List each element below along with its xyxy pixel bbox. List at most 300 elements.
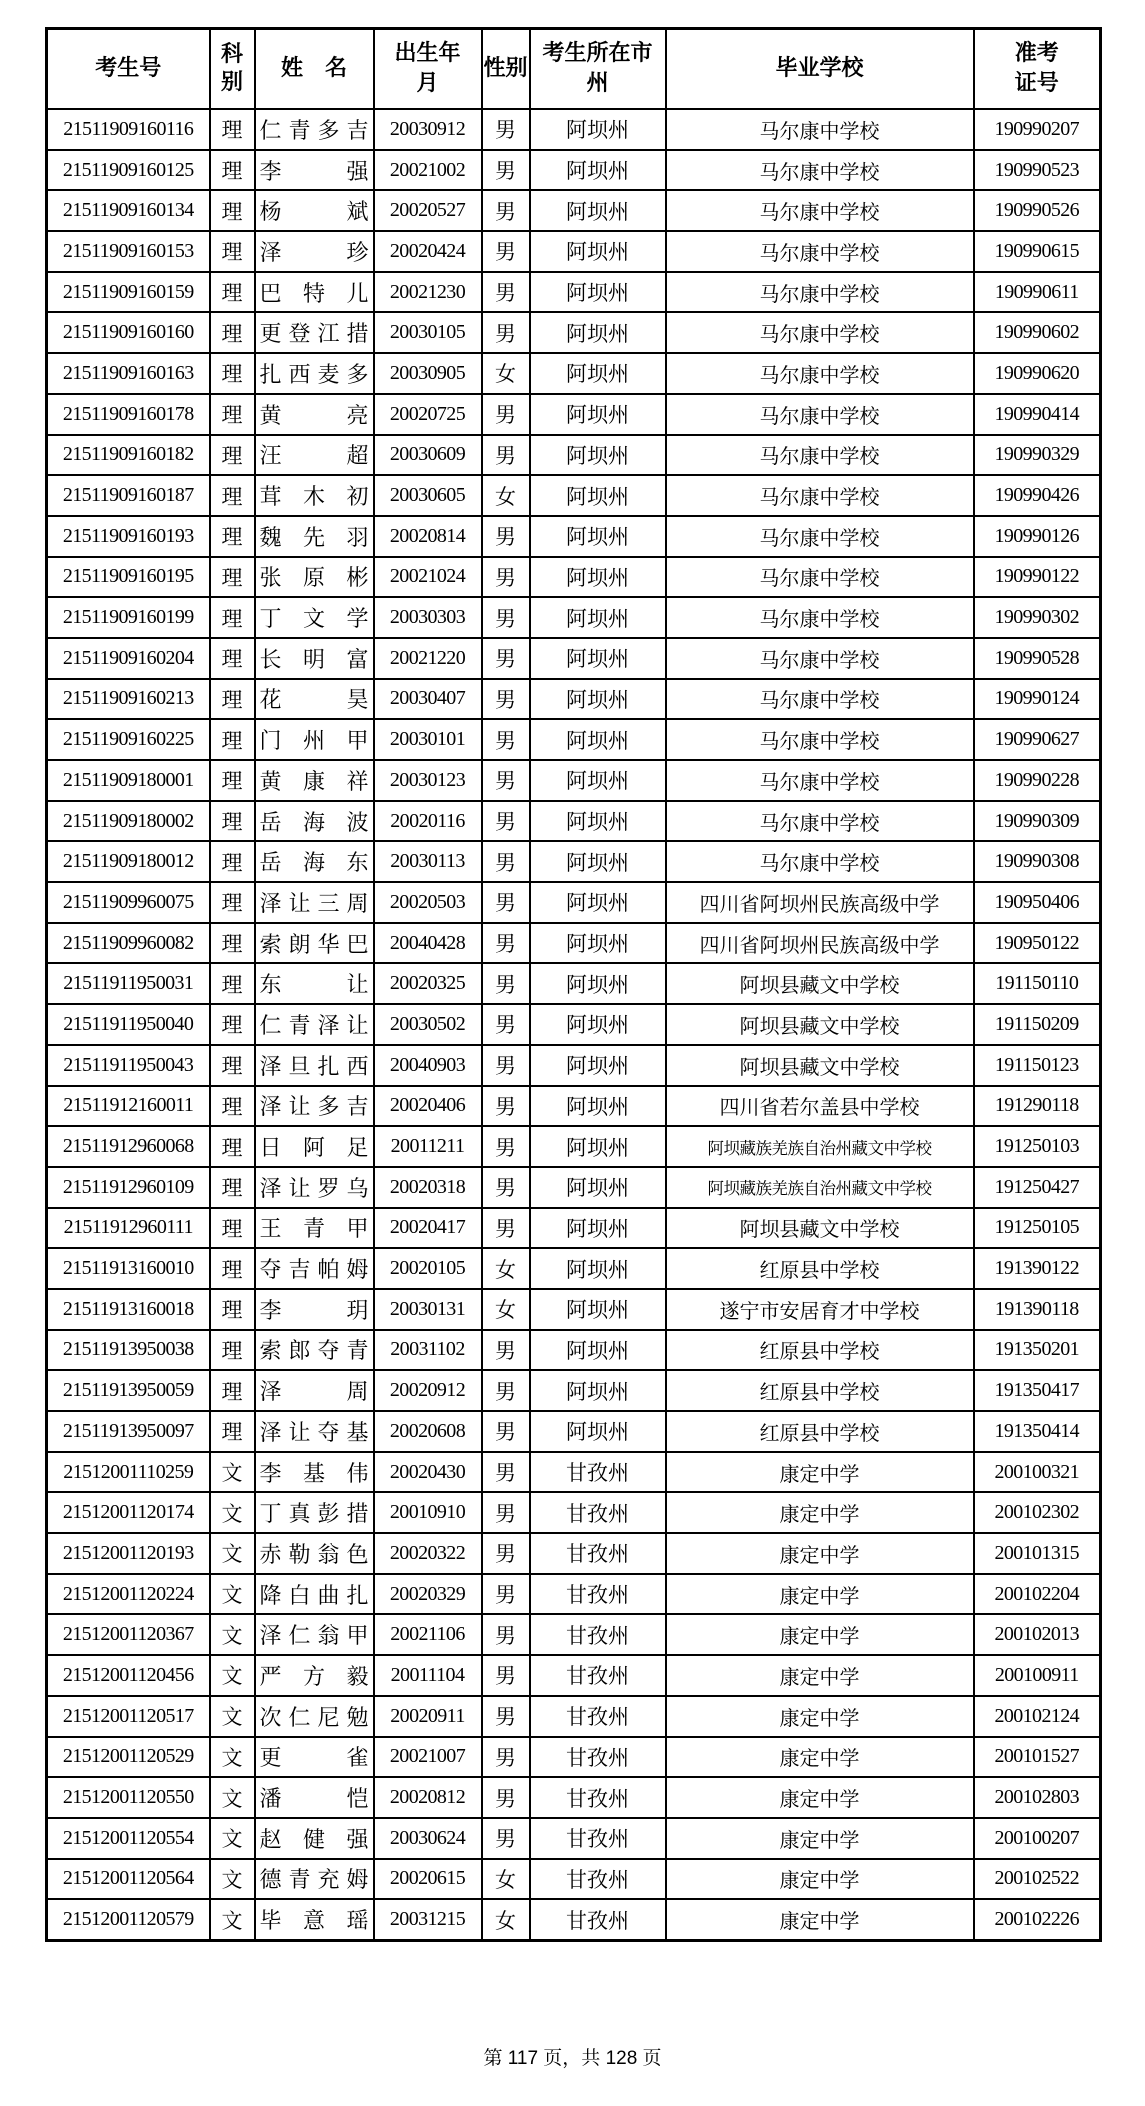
ticket-cell: 190990615 (974, 231, 1101, 272)
gender-cell: 男 (482, 1737, 530, 1778)
subject-cell: 文 (210, 1533, 255, 1574)
exam-no-cell: 21512001120554 (47, 1818, 210, 1859)
table-row (47, 394, 1101, 435)
exam-no-cell: 21512001120367 (47, 1614, 210, 1655)
exam-no-cell: 21512001120174 (47, 1492, 210, 1533)
city-cell: 甘孜州 (530, 1818, 666, 1859)
school-cell: 马尔康中学校 (666, 150, 974, 191)
name-cell: 泽珍 (255, 231, 374, 272)
gender-cell: 男 (482, 231, 530, 272)
header-ticket: 准考证号 (974, 29, 1101, 110)
table-row (47, 923, 1101, 964)
subject-cell: 理 (210, 557, 255, 598)
birth-cell: 20030624 (374, 1818, 482, 1859)
subject-cell: 理 (210, 801, 255, 842)
table-row (47, 1777, 1101, 1818)
city-cell: 阿坝州 (530, 1208, 666, 1249)
table-row (47, 1045, 1101, 1086)
ticket-cell: 190990611 (974, 272, 1101, 313)
ticket-cell: 190990329 (974, 435, 1101, 476)
name-cell: 黄康祥 (255, 760, 374, 801)
birth-cell: 20020912 (374, 1370, 482, 1411)
birth-cell: 20021230 (374, 272, 482, 313)
school-cell: 马尔康中学校 (666, 190, 974, 231)
school-cell: 马尔康中学校 (666, 231, 974, 272)
subject-cell: 理 (210, 1004, 255, 1045)
school-cell: 红原县中学校 (666, 1330, 974, 1371)
birth-cell: 20030905 (374, 353, 482, 394)
name-cell: 张原彬 (255, 557, 374, 598)
ticket-cell: 200101315 (974, 1533, 1101, 1574)
subject-cell: 理 (210, 882, 255, 923)
ticket-cell: 191250105 (974, 1208, 1101, 1249)
school-cell: 阿坝藏族羌族自治州藏文中学校 (666, 1126, 974, 1167)
name-cell: 泽让罗乌 (255, 1167, 374, 1208)
birth-cell: 20020911 (374, 1696, 482, 1737)
city-cell: 阿坝州 (530, 353, 666, 394)
birth-cell: 20020322 (374, 1533, 482, 1574)
table-row (47, 1737, 1101, 1778)
name-cell: 杨斌 (255, 190, 374, 231)
exam-no-cell: 21511909160225 (47, 719, 210, 760)
city-cell: 甘孜州 (530, 1533, 666, 1574)
name-cell: 泽让夺基 (255, 1411, 374, 1452)
subject-cell: 理 (210, 1370, 255, 1411)
school-cell: 马尔康中学校 (666, 353, 974, 394)
subject-cell: 文 (210, 1899, 255, 1940)
name-cell: 东让 (255, 963, 374, 1004)
ticket-cell: 190990528 (974, 638, 1101, 679)
city-cell: 甘孜州 (530, 1655, 666, 1696)
ticket-cell: 190990302 (974, 597, 1101, 638)
name-cell: 严方毅 (255, 1655, 374, 1696)
birth-cell: 20020814 (374, 516, 482, 557)
name-cell: 降白曲扎 (255, 1574, 374, 1615)
birth-cell: 20020430 (374, 1452, 482, 1493)
exam-no-cell: 21511913950059 (47, 1370, 210, 1411)
exam-no-cell: 21511909180002 (47, 801, 210, 842)
school-cell: 马尔康中学校 (666, 679, 974, 720)
birth-cell: 20030105 (374, 312, 482, 353)
city-cell: 甘孜州 (530, 1452, 666, 1493)
name-cell: 泽让三周 (255, 882, 374, 923)
table-row (47, 1370, 1101, 1411)
exam-no-cell: 21511909960075 (47, 882, 210, 923)
birth-cell: 20020318 (374, 1167, 482, 1208)
ticket-cell: 200102124 (974, 1696, 1101, 1737)
table-row (47, 1086, 1101, 1127)
table-row (47, 760, 1101, 801)
table-row (47, 1248, 1101, 1289)
city-cell: 阿坝州 (530, 1411, 666, 1452)
subject-cell: 理 (210, 1411, 255, 1452)
birth-cell: 20020329 (374, 1574, 482, 1615)
city-cell: 甘孜州 (530, 1777, 666, 1818)
birth-cell: 20020424 (374, 231, 482, 272)
ticket-cell: 190990627 (974, 719, 1101, 760)
table-row (47, 353, 1101, 394)
exam-no-cell: 21511909160195 (47, 557, 210, 598)
school-cell: 阿坝藏族羌族自治州藏文中学校 (666, 1167, 974, 1208)
table-row (47, 963, 1101, 1004)
subject-cell: 理 (210, 353, 255, 394)
ticket-cell: 200102226 (974, 1899, 1101, 1940)
subject-cell: 理 (210, 150, 255, 191)
table-row (47, 312, 1101, 353)
city-cell: 甘孜州 (530, 1574, 666, 1615)
name-cell: 潘恺 (255, 1777, 374, 1818)
subject-cell: 理 (210, 475, 255, 516)
city-cell: 阿坝州 (530, 272, 666, 313)
city-cell: 阿坝州 (530, 1370, 666, 1411)
gender-cell: 女 (482, 1248, 530, 1289)
name-cell: 更登江措 (255, 312, 374, 353)
gender-cell: 男 (482, 1411, 530, 1452)
school-cell: 康定中学 (666, 1492, 974, 1533)
subject-cell: 文 (210, 1859, 255, 1900)
name-cell: 次仁尼勉 (255, 1696, 374, 1737)
name-cell: 花昊 (255, 679, 374, 720)
school-cell: 阿坝县藏文中学校 (666, 1004, 974, 1045)
city-cell: 阿坝州 (530, 1045, 666, 1086)
exam-no-cell: 21511909160178 (47, 394, 210, 435)
table-row (47, 475, 1101, 516)
gender-cell: 男 (482, 1004, 530, 1045)
table-row (47, 841, 1101, 882)
header-exam-no: 考生号 (47, 29, 210, 110)
exam-no-cell: 21512001120456 (47, 1655, 210, 1696)
birth-cell: 20020105 (374, 1248, 482, 1289)
table-row (47, 1004, 1101, 1045)
subject-cell: 理 (210, 394, 255, 435)
name-cell: 魏先羽 (255, 516, 374, 557)
birth-cell: 20040428 (374, 923, 482, 964)
birth-cell: 20020812 (374, 1777, 482, 1818)
name-cell: 李强 (255, 150, 374, 191)
exam-no-cell: 21511913950038 (47, 1330, 210, 1371)
exam-no-cell: 21511909160159 (47, 272, 210, 313)
school-cell: 马尔康中学校 (666, 719, 974, 760)
table-row (47, 190, 1101, 231)
city-cell: 阿坝州 (530, 516, 666, 557)
name-cell: 丁真彭措 (255, 1492, 374, 1533)
school-cell: 阿坝县藏文中学校 (666, 1045, 974, 1086)
ticket-cell: 191290118 (974, 1086, 1101, 1127)
gender-cell: 男 (482, 1086, 530, 1127)
header-birth: 出生年月 (374, 29, 482, 110)
name-cell: 德青充姆 (255, 1859, 374, 1900)
exam-no-cell: 21511909160163 (47, 353, 210, 394)
city-cell: 阿坝州 (530, 109, 666, 150)
city-cell: 阿坝州 (530, 150, 666, 191)
subject-cell: 理 (210, 435, 255, 476)
name-cell: 仁青多吉 (255, 109, 374, 150)
subject-cell: 理 (210, 1289, 255, 1330)
gender-cell: 男 (482, 557, 530, 598)
school-cell: 四川省阿坝州民族高级中学 (666, 923, 974, 964)
header-gender: 性别 (482, 29, 530, 110)
city-cell: 阿坝州 (530, 1086, 666, 1127)
subject-cell: 理 (210, 1208, 255, 1249)
city-cell: 阿坝州 (530, 1004, 666, 1045)
gender-cell: 男 (482, 1045, 530, 1086)
admission-list-table (45, 27, 1102, 1942)
school-cell: 马尔康中学校 (666, 557, 974, 598)
exam-no-cell: 21511913160018 (47, 1289, 210, 1330)
birth-cell: 20031215 (374, 1899, 482, 1940)
subject-cell: 理 (210, 719, 255, 760)
school-cell: 红原县中学校 (666, 1411, 974, 1452)
school-cell: 康定中学 (666, 1899, 974, 1940)
exam-no-cell: 21512001120564 (47, 1859, 210, 1900)
ticket-cell: 191150209 (974, 1004, 1101, 1045)
ticket-cell: 200102013 (974, 1614, 1101, 1655)
table-row (47, 1452, 1101, 1493)
ticket-cell: 190990124 (974, 679, 1101, 720)
birth-cell: 20020116 (374, 801, 482, 842)
gender-cell: 男 (482, 516, 530, 557)
school-cell: 康定中学 (666, 1777, 974, 1818)
name-cell: 汪超 (255, 435, 374, 476)
birth-cell: 20011104 (374, 1655, 482, 1696)
gender-cell: 男 (482, 841, 530, 882)
table-row (47, 1167, 1101, 1208)
exam-no-cell: 21512001110259 (47, 1452, 210, 1493)
name-cell: 赵健强 (255, 1818, 374, 1859)
exam-no-cell: 21511912960109 (47, 1167, 210, 1208)
name-cell: 索郎夺青 (255, 1330, 374, 1371)
city-cell: 阿坝州 (530, 1167, 666, 1208)
birth-cell: 20030123 (374, 760, 482, 801)
gender-cell: 男 (482, 679, 530, 720)
ticket-cell: 191250103 (974, 1126, 1101, 1167)
city-cell: 阿坝州 (530, 1126, 666, 1167)
ticket-cell: 200102204 (974, 1574, 1101, 1615)
city-cell: 阿坝州 (530, 638, 666, 679)
school-cell: 康定中学 (666, 1655, 974, 1696)
subject-cell: 理 (210, 1248, 255, 1289)
gender-cell: 男 (482, 150, 530, 191)
ticket-cell: 191350414 (974, 1411, 1101, 1452)
table-row (47, 109, 1101, 150)
gender-cell: 男 (482, 1655, 530, 1696)
exam-no-cell: 21511909160125 (47, 150, 210, 191)
gender-cell: 男 (482, 272, 530, 313)
city-cell: 阿坝州 (530, 435, 666, 476)
exam-no-cell: 21511909160199 (47, 597, 210, 638)
name-cell: 泽让多吉 (255, 1086, 374, 1127)
gender-cell: 男 (482, 1533, 530, 1574)
birth-cell: 20021106 (374, 1614, 482, 1655)
subject-cell: 理 (210, 1167, 255, 1208)
exam-no-cell: 21511909160134 (47, 190, 210, 231)
birth-cell: 20020406 (374, 1086, 482, 1127)
name-cell: 长明富 (255, 638, 374, 679)
school-cell: 四川省若尔盖县中学校 (666, 1086, 974, 1127)
school-cell: 阿坝县藏文中学校 (666, 1208, 974, 1249)
header-school: 毕业学校 (666, 29, 974, 110)
name-cell: 茸木初 (255, 475, 374, 516)
exam-no-cell: 21511909960082 (47, 923, 210, 964)
birth-cell: 20020325 (374, 963, 482, 1004)
table-row (47, 150, 1101, 191)
gender-cell: 男 (482, 1614, 530, 1655)
exam-no-cell: 21511909160160 (47, 312, 210, 353)
table-row (47, 1859, 1101, 1900)
ticket-cell: 200100911 (974, 1655, 1101, 1696)
header-city: 考生所在市州 (530, 29, 666, 110)
table-header-row (47, 29, 1101, 110)
name-cell: 日阿足 (255, 1126, 374, 1167)
gender-cell: 男 (482, 760, 530, 801)
table-row (47, 1126, 1101, 1167)
exam-no-cell: 21511909160204 (47, 638, 210, 679)
city-cell: 阿坝州 (530, 190, 666, 231)
table-row (47, 801, 1101, 842)
ticket-cell: 190990426 (974, 475, 1101, 516)
exam-no-cell: 21511909160116 (47, 109, 210, 150)
table-row (47, 1492, 1101, 1533)
city-cell: 阿坝州 (530, 312, 666, 353)
ticket-cell: 200102302 (974, 1492, 1101, 1533)
table-row (47, 557, 1101, 598)
gender-cell: 男 (482, 1574, 530, 1615)
exam-no-cell: 21512001120529 (47, 1737, 210, 1778)
birth-cell: 20010910 (374, 1492, 482, 1533)
city-cell: 阿坝州 (530, 801, 666, 842)
school-cell: 马尔康中学校 (666, 435, 974, 476)
subject-cell: 理 (210, 1330, 255, 1371)
city-cell: 阿坝州 (530, 719, 666, 760)
school-cell: 康定中学 (666, 1737, 974, 1778)
name-cell: 王青甲 (255, 1208, 374, 1249)
city-cell: 阿坝州 (530, 882, 666, 923)
header-name: 姓 名 (255, 29, 374, 110)
city-cell: 阿坝州 (530, 475, 666, 516)
table-row (47, 719, 1101, 760)
ticket-cell: 200102522 (974, 1859, 1101, 1900)
gender-cell: 男 (482, 882, 530, 923)
subject-cell: 理 (210, 1045, 255, 1086)
subject-cell: 文 (210, 1777, 255, 1818)
name-cell: 更雀 (255, 1737, 374, 1778)
gender-cell: 女 (482, 475, 530, 516)
subject-cell: 文 (210, 1696, 255, 1737)
ticket-cell: 191250427 (974, 1167, 1101, 1208)
exam-no-cell: 21511911950031 (47, 963, 210, 1004)
city-cell: 阿坝州 (530, 1289, 666, 1330)
city-cell: 甘孜州 (530, 1614, 666, 1655)
birth-cell: 20020725 (374, 394, 482, 435)
gender-cell: 男 (482, 801, 530, 842)
ticket-cell: 190990414 (974, 394, 1101, 435)
ticket-cell: 190990602 (974, 312, 1101, 353)
school-cell: 康定中学 (666, 1818, 974, 1859)
school-cell: 康定中学 (666, 1533, 974, 1574)
name-cell: 门州甲 (255, 719, 374, 760)
gender-cell: 男 (482, 109, 530, 150)
gender-cell: 男 (482, 597, 530, 638)
birth-cell: 20030502 (374, 1004, 482, 1045)
table-row (47, 1411, 1101, 1452)
name-cell: 岳海东 (255, 841, 374, 882)
subject-cell: 理 (210, 231, 255, 272)
gender-cell: 男 (482, 963, 530, 1004)
subject-cell: 文 (210, 1614, 255, 1655)
birth-cell: 20030113 (374, 841, 482, 882)
subject-cell: 文 (210, 1574, 255, 1615)
school-cell: 康定中学 (666, 1574, 974, 1615)
city-cell: 阿坝州 (530, 760, 666, 801)
ticket-cell: 190990122 (974, 557, 1101, 598)
exam-no-cell: 21511912960111 (47, 1208, 210, 1249)
table-row (47, 1533, 1101, 1574)
exam-no-cell: 21511912960068 (47, 1126, 210, 1167)
city-cell: 阿坝州 (530, 394, 666, 435)
ticket-cell: 190990309 (974, 801, 1101, 842)
ticket-cell: 190950406 (974, 882, 1101, 923)
birth-cell: 20021024 (374, 557, 482, 598)
name-cell: 泽周 (255, 1370, 374, 1411)
exam-no-cell: 21511913160010 (47, 1248, 210, 1289)
table-row (47, 1696, 1101, 1737)
city-cell: 阿坝州 (530, 557, 666, 598)
name-cell: 李玥 (255, 1289, 374, 1330)
gender-cell: 男 (482, 190, 530, 231)
exam-no-cell: 21512001120193 (47, 1533, 210, 1574)
birth-cell: 20021002 (374, 150, 482, 191)
gender-cell: 女 (482, 1859, 530, 1900)
gender-cell: 男 (482, 312, 530, 353)
ticket-cell: 190990126 (974, 516, 1101, 557)
exam-no-cell: 21512001120517 (47, 1696, 210, 1737)
subject-cell: 文 (210, 1452, 255, 1493)
ticket-cell: 200102803 (974, 1777, 1101, 1818)
table-row (47, 679, 1101, 720)
name-cell: 仁青泽让 (255, 1004, 374, 1045)
city-cell: 阿坝州 (530, 841, 666, 882)
school-cell: 马尔康中学校 (666, 597, 974, 638)
ticket-cell: 191390118 (974, 1289, 1101, 1330)
exam-no-cell: 21511909180001 (47, 760, 210, 801)
city-cell: 阿坝州 (530, 923, 666, 964)
birth-cell: 20020417 (374, 1208, 482, 1249)
ticket-cell: 191350417 (974, 1370, 1101, 1411)
birth-cell: 20030303 (374, 597, 482, 638)
name-cell: 泽仁翁甲 (255, 1614, 374, 1655)
exam-no-cell: 21511909160213 (47, 679, 210, 720)
school-cell: 康定中学 (666, 1859, 974, 1900)
ticket-cell: 191150123 (974, 1045, 1101, 1086)
subject-cell: 文 (210, 1818, 255, 1859)
school-cell: 马尔康中学校 (666, 475, 974, 516)
gender-cell: 男 (482, 394, 530, 435)
table-row (47, 1208, 1101, 1249)
gender-cell: 男 (482, 435, 530, 476)
birth-cell: 20030912 (374, 109, 482, 150)
gender-cell: 男 (482, 1370, 530, 1411)
gender-cell: 男 (482, 1126, 530, 1167)
ticket-cell: 190950122 (974, 923, 1101, 964)
subject-cell: 理 (210, 679, 255, 720)
city-cell: 甘孜州 (530, 1737, 666, 1778)
ticket-cell: 200101527 (974, 1737, 1101, 1778)
table-row (47, 1614, 1101, 1655)
gender-cell: 男 (482, 923, 530, 964)
subject-cell: 文 (210, 1655, 255, 1696)
gender-cell: 男 (482, 1492, 530, 1533)
school-cell: 马尔康中学校 (666, 638, 974, 679)
